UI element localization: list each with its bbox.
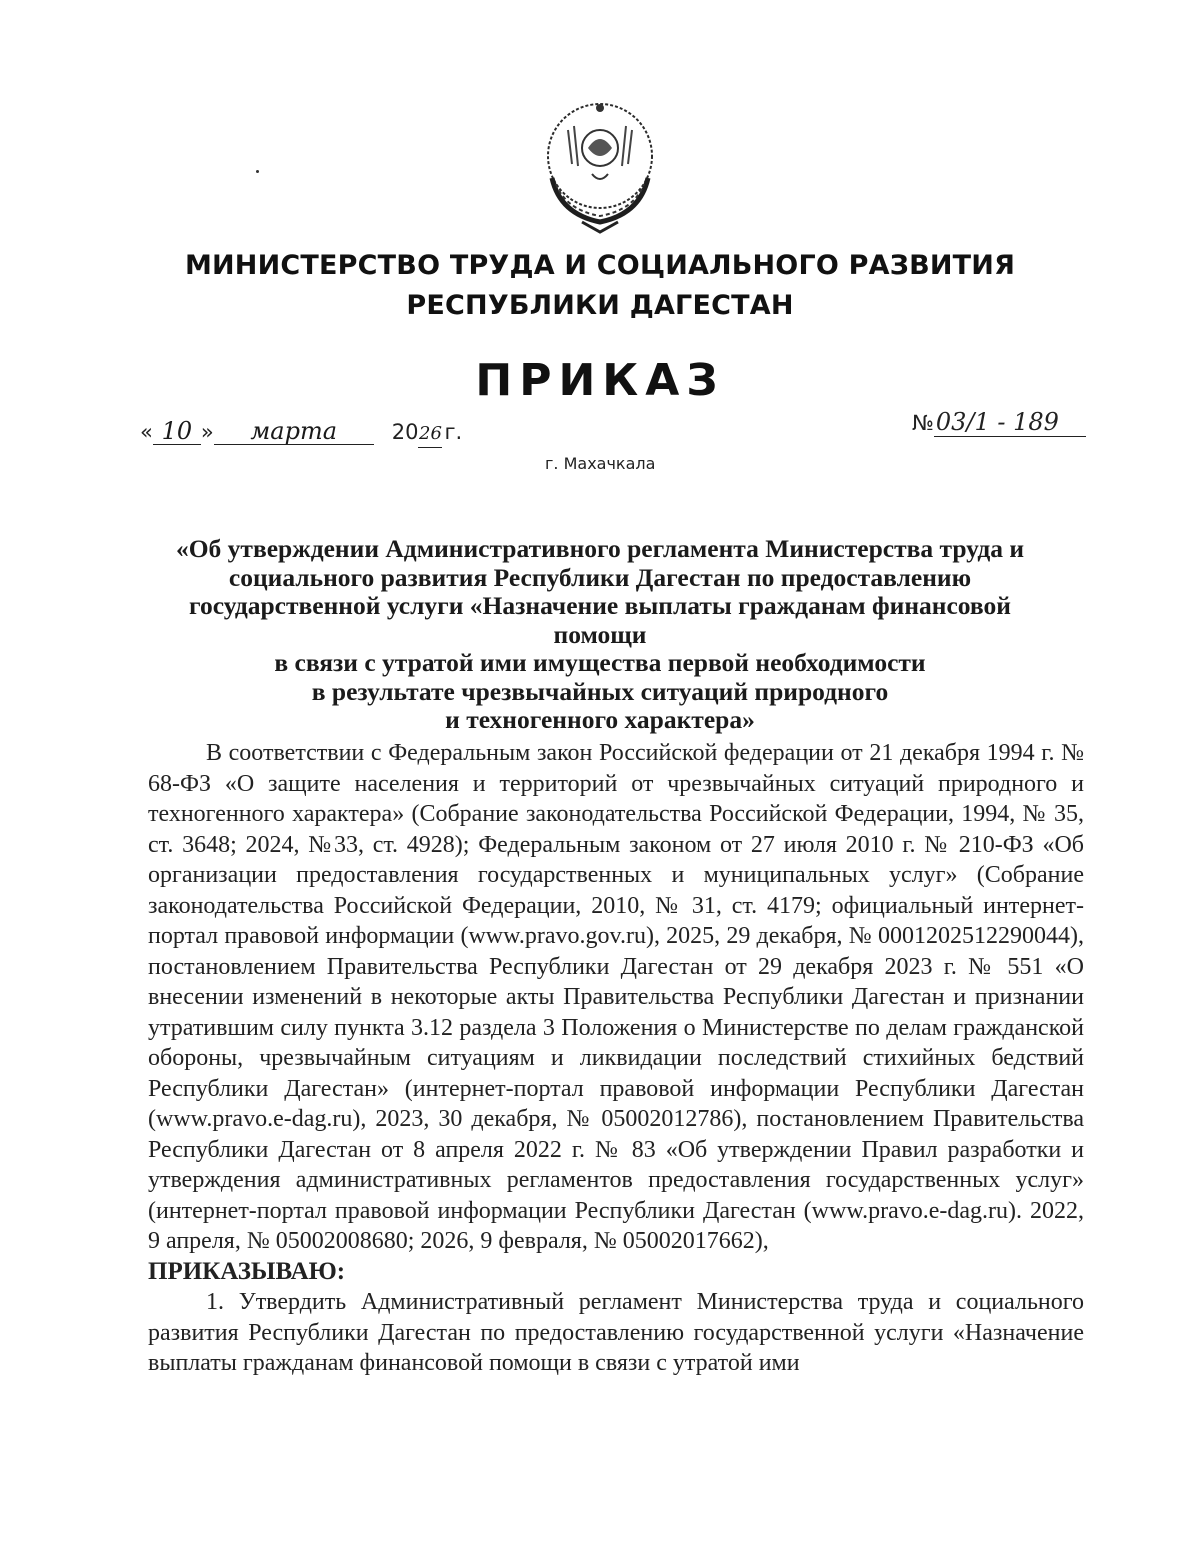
city: г. Махачкала [545, 454, 656, 473]
document-type-heading: ПРИКАЗ [475, 355, 725, 406]
date-year-prefix: 20 [391, 420, 419, 444]
date-open-quote: « [140, 420, 153, 444]
order-date [140, 418, 462, 448]
number-value: 03/1 - 189 [934, 408, 1086, 437]
date-year-mark: г. [444, 420, 463, 444]
order-word: ПРИКАЗЫВАЮ: [148, 1257, 346, 1285]
number-prefix: № [912, 411, 934, 435]
date-close-quote: » [200, 420, 214, 444]
title-line: «Об утверждении Административного регламента Министерства труда и [175, 534, 1025, 563]
ministry-name-line2: РЕСПУБЛИКИ ДАГЕСТАН [406, 290, 794, 321]
date-year-suffix: 26 [418, 421, 442, 448]
coat-of-arms-icon [520, 86, 680, 236]
item-1-paragraph: 1. Утвердить Административный регламент Министерства труда и социального развития Республики Дагестан по предоставлению государственной услуги «Назначение выплаты гражданам финансовой помощи в связи с утратой ими [148, 1289, 1084, 1376]
document-title [140, 535, 1060, 735]
title-line: социального развития Республики Дагестан по предоставлению [228, 562, 972, 592]
date-month: марта [214, 418, 374, 445]
ministry-name-line1: МИНИСТЕРСТВО ТРУДА И СОЦИАЛЬНОГО РАЗВИТИЯ [184, 250, 1016, 281]
title-line: в связи с утратой ими имущества первой необходимости [274, 648, 926, 677]
document-body [148, 738, 1084, 1379]
title-line: государственной услуги «Назначение выплаты гражданам финансовой помощи [189, 591, 1011, 649]
preamble-paragraph: В соответствии с Федеральным закон Российской федерации от 21 декабря 1994 г. № 68-ФЗ «О защите населения и территорий от чрезвычайных ситуаций природного и техногенного характера» (Собрание законодательства Российской Федерации, 1994, № 35, ст. 3648; 2024, №33, ст. 4928); Федеральным законом от 27 июля 2010 г. № 210-ФЗ «Об организации предоставления государственных и муниципальных услуг» (Собрание законодательства Российской Федерации, 2010, № 31, ст. 4179; официальный интернет-портал правовой информации (www.pravo.gov.ru), 2025, 29 декабря, № 0001202512290044), постановлением Правительства Республики Дагестан от 29 декабря 2023 г. № 551 «О внесении изменений в некоторые акты Правительства Республики Дагестан и признании утратившим силу пункта 3.12 раздела 3 Положения о Министерстве по делам гражданской обороны, чрезвычайным ситуациям и ликвидации последствий стихийных бедствий Республики Дагестан» (интернет-портал правовой информации Республики Дагестан (www.pravo.e-dag.ru), 2023, 30 декабря, № 05002012786), постановлением Правительства Республики Дагестан от 8 апреля 2022 г. № 83 «Об утверждении Правил разработки и утверждения административных регламентов предоставления государственных услуг» (интернет-портал правовой информации Республики Дагестан (www.pravo.e-dag.ru). 2022, 9 апреля, № 05002008680; 2026, 9 февраля, № 05002017662), [148, 740, 1084, 1254]
title-line: в результате чрезвычайных ситуаций природного [311, 676, 889, 706]
title-line: и техногенного характера» [445, 705, 755, 734]
date-day: 10 [153, 418, 201, 445]
order-number [912, 408, 1086, 437]
scan-speck [256, 170, 259, 173]
